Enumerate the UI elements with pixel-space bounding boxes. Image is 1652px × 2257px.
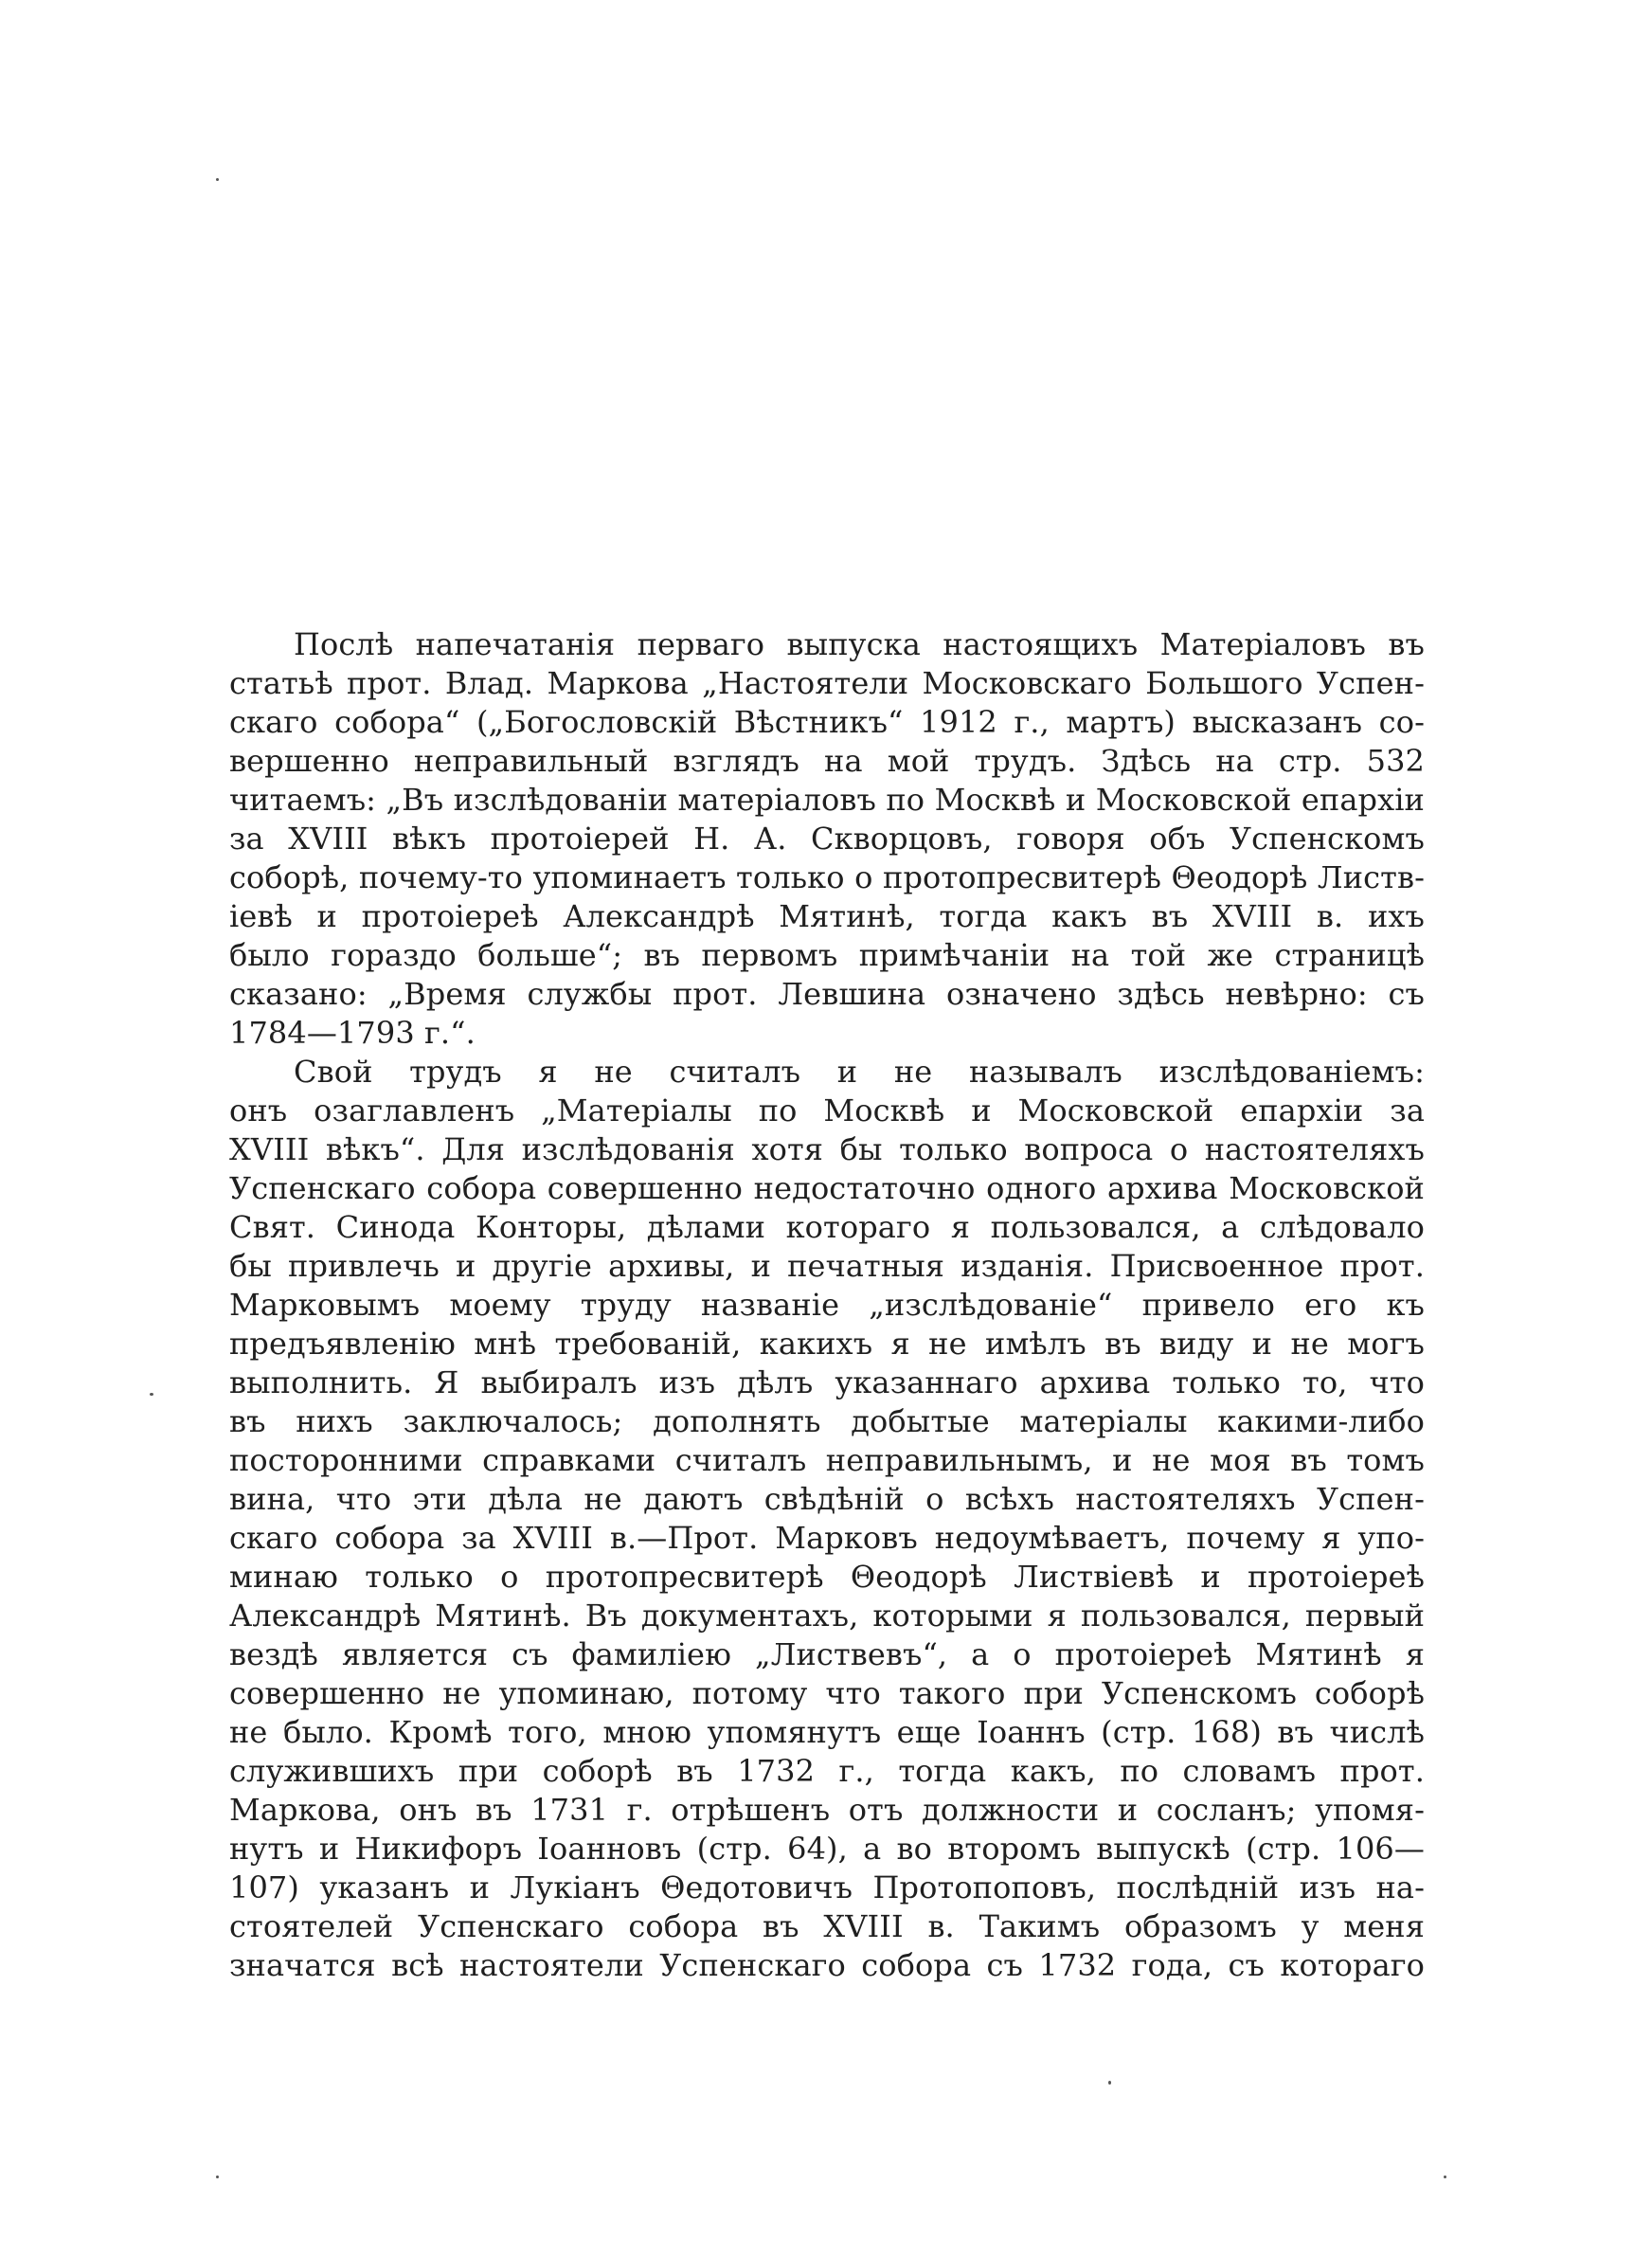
text-line: Александрѣ Мятинѣ. Въ документахъ, которыми я пользовался, первый [229, 1598, 1425, 1634]
text-line: скаго собора за XVIII в.—Прот. Марковъ недоумѣваетъ, почему я упо- [229, 1520, 1425, 1556]
text-line: предъявленію мнѣ требованій, какихъ я не имѣлъ въ виду и не могъ [229, 1326, 1425, 1362]
scan-speck [216, 2176, 219, 2178]
scan-speck [1444, 2176, 1446, 2178]
text-line: вездѣ является съ фамиліею „Листвевъ“, а о протоіереѣ Мятинѣ я [229, 1636, 1425, 1672]
text-line: было гораздо больше“; въ первомъ примѣчаніи на той же страницѣ [229, 937, 1425, 973]
text-line: сказано: „Время службы прот. Левшина означено здѣсь невѣрно: съ [229, 976, 1425, 1012]
text-line: совершенно не упоминаю, потому что такого при Успенскомъ соборѣ [229, 1675, 1425, 1711]
paragraph-2 [229, 1053, 1425, 1985]
text-line: выполнить. Я выбиралъ изъ дѣлъ указаннаго архива только то, что [229, 1364, 1425, 1400]
text-line: бы привлечь и другіе архивы, и печатныя изданія. Присвоенное прот. [229, 1248, 1425, 1284]
text-line: нутъ и Никифоръ Іоанновъ (стр. 64), а во второмъ выпускѣ (стр. 106— [229, 1831, 1425, 1867]
text-line: Маркова, онъ въ 1731 г. отрѣшенъ отъ должности и сосланъ; упомя- [229, 1792, 1425, 1828]
text-line: минаю только о протопресвитерѣ Θеодорѣ Листвіевѣ и протоіереѣ [229, 1559, 1425, 1595]
text-line: соборѣ, почему-то упоминаетъ только о протопресвитерѣ Θеодорѣ Листв- [229, 859, 1425, 895]
text-line: вина, что эти дѣла не даютъ свѣдѣній о всѣхъ настоятеляхъ Успен- [229, 1481, 1425, 1517]
text-line: 1784—1793 г.“. [229, 1015, 476, 1051]
text-line: скаго собора“ („Богословскій Вѣстникъ“ 1912 г., мартъ) высказанъ со- [229, 704, 1425, 740]
text-line: онъ озаглавленъ „Матеріалы по Москвѣ и Московской епархіи за [229, 1092, 1425, 1128]
body-text [229, 625, 1425, 1985]
text-line: Послѣ напечатанія перваго выпуска настоящихъ Матеріаловъ въ [294, 626, 1425, 662]
text-line: не было. Кромѣ того, мною упомянутъ еще Іоаннъ (стр. 168) въ числѣ [229, 1714, 1425, 1750]
text-line: іевѣ и протоіереѣ Александрѣ Мятинѣ, тогда какъ въ XVIII в. ихъ [229, 898, 1425, 934]
text-line: служившихъ при соборѣ въ 1732 г., тогда какъ, по словамъ прот. [229, 1753, 1425, 1789]
scan-speck [216, 178, 219, 181]
scan-speck [1108, 2081, 1111, 2085]
text-line: значатся всѣ настоятели Успенскаго собора съ 1732 года, съ котораго [229, 1947, 1425, 1983]
text-line: Марковымъ моему труду названіе „изслѣдованіе“ привело его къ [229, 1287, 1425, 1323]
text-line: посторонними справками считалъ неправильнымъ, и не моя въ томъ [229, 1442, 1425, 1478]
paragraph-1 [229, 625, 1425, 1053]
text-line: за XVIII вѣкъ протоіерей Н. А. Скворцовъ, говоря объ Успенскомъ [229, 821, 1425, 857]
text-line: статьѣ прот. Влад. Маркова „Настоятели Московскаго Большого Успен- [229, 665, 1425, 701]
text-line: Свой трудъ я не считалъ и не называлъ изслѣдованіемъ: [294, 1054, 1425, 1090]
text-line: вершенно неправильный взглядъ на мой трудъ. Здѣсь на стр. 532 [229, 743, 1425, 779]
text-line: стоятелей Успенскаго собора въ XVIII в. Такимъ образомъ у меня [229, 1908, 1425, 1944]
text-line: читаемъ: „Въ изслѣдованіи матеріаловъ по Москвѣ и Московской епархіи [229, 782, 1425, 818]
scan-speck [150, 1393, 153, 1396]
text-line: 107) указанъ и Лукіанъ Θедотовичъ Протопоповъ, послѣдній изъ на- [229, 1869, 1425, 1905]
text-line: XVIII вѣкъ“. Для изслѣдованія хотя бы только вопроса о настоятеляхъ [229, 1131, 1425, 1167]
text-line: Успенскаго собора совершенно недостаточно одного архива Московской [229, 1170, 1425, 1206]
text-line: въ нихъ заключалось; дополнять добытые матеріалы какими-либо [229, 1403, 1425, 1439]
text-line: Свят. Синода Конторы, дѣлами котораго я пользовался, а слѣдовало [229, 1209, 1425, 1245]
